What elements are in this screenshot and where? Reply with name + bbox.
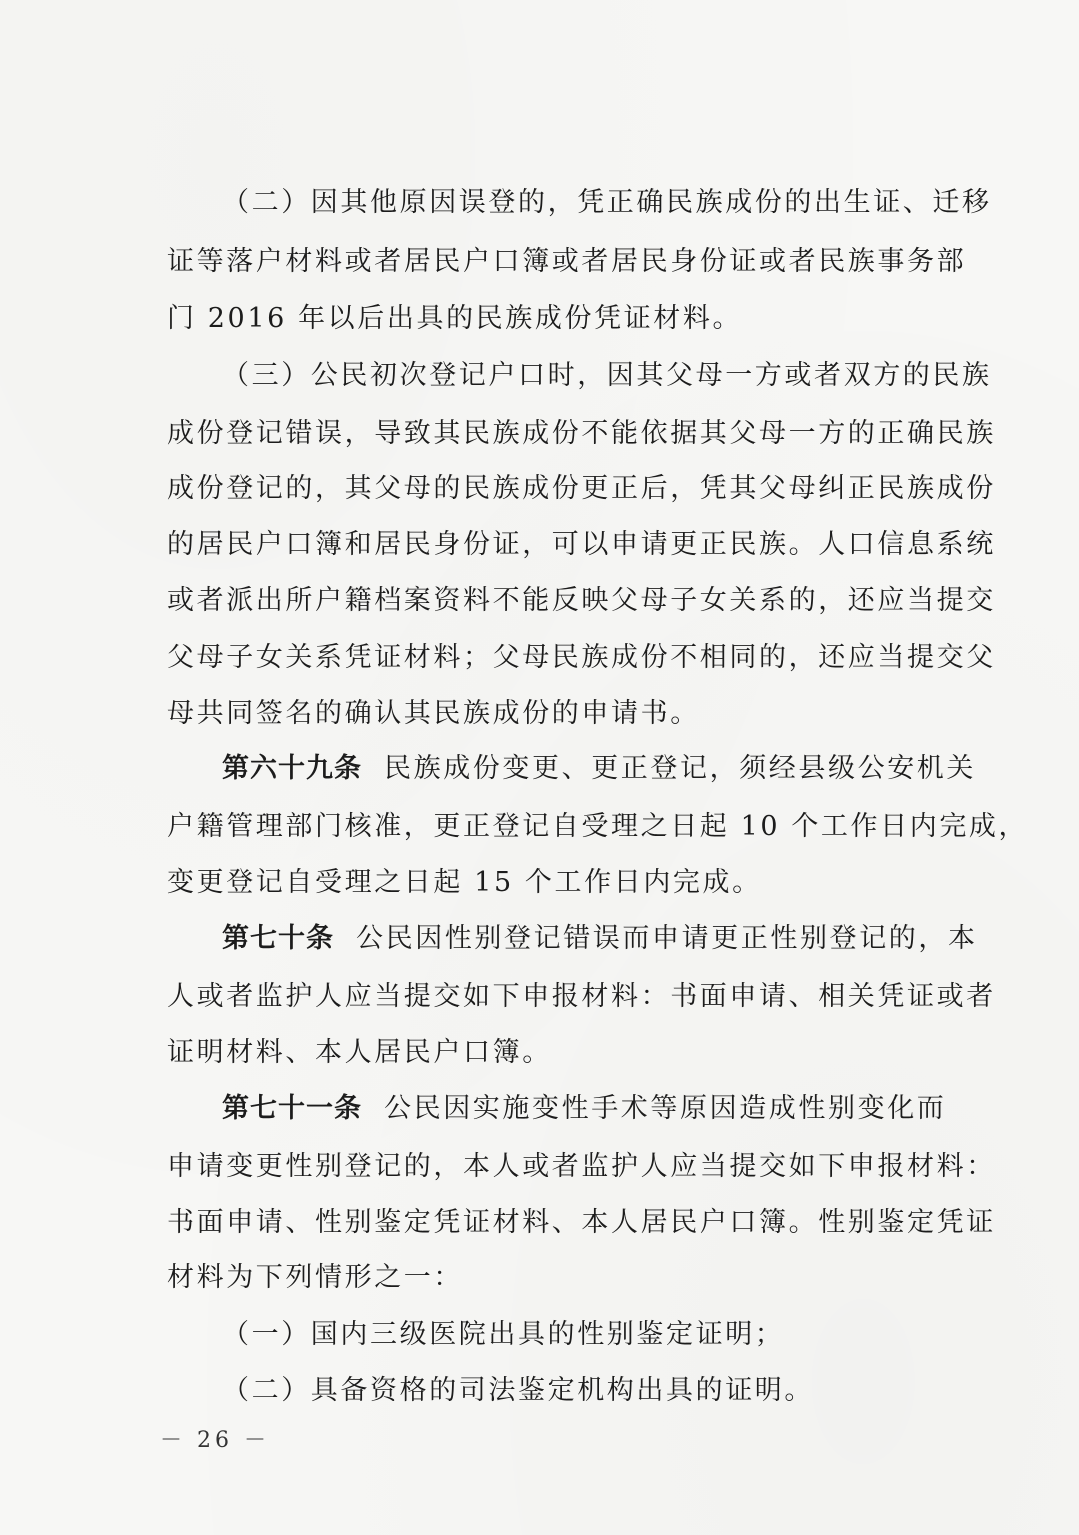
- text-line: 材料为下列情形之一：: [167, 1262, 463, 1293]
- text-line: （二）因其他原因误登的，凭正确民族成份的出生证、迁移: [222, 187, 992, 218]
- text-line: 或者派出所户籍档案资料不能反映父母子女关系的，还应当提交: [167, 585, 996, 616]
- text-line: 父母子女关系凭证材料；父母民族成份不相同的，还应当提交父: [167, 642, 996, 673]
- text-line: 申请变更性别登记的，本人或者监护人应当提交如下申报材料：: [167, 1151, 996, 1182]
- text-line: 成份登记的，其父母的民族成份更正后，凭其父母纠正民族成份: [167, 473, 996, 504]
- text-line: 民族成份变更、更正登记，须经县级公安机关: [384, 753, 976, 784]
- text-line: 书面申请、性别鉴定凭证材料、本人居民户口簿。性别鉴定凭证: [167, 1207, 996, 1238]
- page-number: － 26 －: [160, 1428, 270, 1453]
- text-line: 成份登记错误，导致其民族成份不能依据其父母一方的正确民族: [167, 418, 996, 449]
- article-70: [222, 922, 978, 956]
- text-line: 母共同签名的确认其民族成份的申请书。: [167, 698, 700, 729]
- text-line: （三）公民初次登记户口时，因其父母一方或者双方的民族: [222, 360, 992, 391]
- article-69: [222, 752, 976, 786]
- article-heading: 第七十一条: [222, 1093, 362, 1124]
- article-heading: 第七十条: [222, 923, 334, 954]
- text-line: 证等落户材料或者居民户口簿或者居民身份证或者民族事务部: [167, 246, 967, 277]
- text-line: 门 2016 年以后出具的民族成份凭证材料。: [167, 303, 743, 334]
- text-line: 变更登记自受理之日起 15 个工作日内完成。: [167, 867, 762, 898]
- text-line: 证明材料、本人居民户口簿。: [167, 1037, 552, 1068]
- text-line: 的居民户口簿和居民身份证，可以申请更正民族。人口信息系统: [167, 529, 996, 560]
- article-heading: 第六十九条: [222, 753, 362, 784]
- text-line: 公民因性别登记错误而申请更正性别登记的，本: [356, 923, 978, 954]
- text-line: 人或者监护人应当提交如下申报材料：书面申请、相关凭证或者: [167, 981, 996, 1012]
- text-line: 公民因实施变性手术等原因造成性别变化而: [384, 1093, 947, 1124]
- article-71: [222, 1092, 946, 1126]
- list-item: （一）国内三级医院出具的性别鉴定证明；: [222, 1319, 785, 1350]
- text-line: 户籍管理部门核准，更正登记自受理之日起 10 个工作日内完成，: [167, 811, 1029, 842]
- list-item: （二）具备资格的司法鉴定机构出具的证明。: [222, 1375, 814, 1406]
